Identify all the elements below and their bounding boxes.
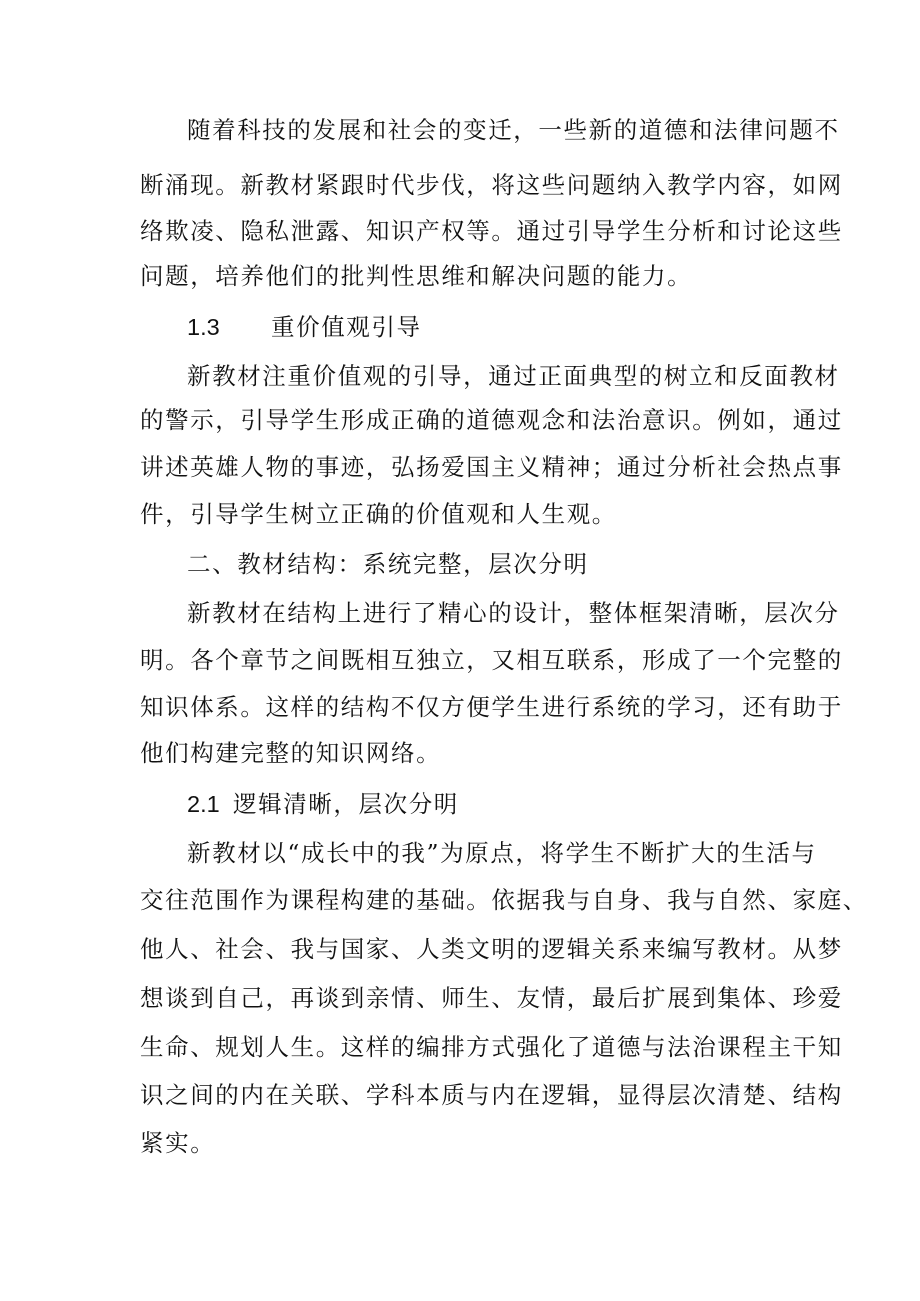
subsection-title: 重价值观引导 <box>271 313 422 341</box>
paragraph-line: 他人、社会、我与国家、人类文明的逻辑关系来编写教材。从梦 <box>140 935 843 963</box>
paragraph-line: 讲述英雄人物的事迹，弘扬爱国主义精神；通过分析社会热点事 <box>140 453 843 481</box>
paragraph-line: 新教材以“成长中的我”为原点，将学生不断扩大的生活与 <box>187 839 817 867</box>
paragraph-line: 识之间的内在关联、学科本质与内在逻辑，显得层次清楚、结构 <box>140 1081 843 1109</box>
paragraph-line: 的警示，引导学生形成正确的道德观念和法治意识。例如，通过 <box>140 406 843 434</box>
paragraph-line: 他们构建完整的知识网络。 <box>140 739 442 767</box>
subsection-title: 逻辑清晰，层次分明 <box>233 790 459 818</box>
paragraph-line: 问题，培养他们的批判性思维和解决问题的能力。 <box>140 262 693 290</box>
paragraph-line: 明。各个章节之间既相互独立，又相互联系，形成了一个完整的 <box>140 646 843 674</box>
paragraph-line: 断涌现。新教材紧跟时代步伐，将这些问题纳入教学内容，如网 <box>140 171 843 199</box>
subsection-number: 1.3 <box>187 314 220 340</box>
paragraph-line: 知识体系。这样的结构不仅方便学生进行系统的学习，还有助于 <box>140 693 843 721</box>
paragraph-line: 络欺凌、隐私泄露、知识产权等。通过引导学生分析和讨论这些 <box>140 217 843 245</box>
paragraph-line: 想谈到自己，再谈到亲情、师生、友情，最后扩展到集体、珍爱 <box>140 984 843 1012</box>
subsection-heading <box>187 312 790 342</box>
section-title: 二、教材结构：系统完整，层次分明 <box>187 550 589 578</box>
paragraph-line: 新教材注重价值观的引导，通过正面典型的树立和反面教材 <box>187 362 840 390</box>
subsection-heading <box>187 789 790 819</box>
paragraph-line: 紧实。 <box>140 1129 216 1157</box>
paragraph-line: 交往范围作为课程构建的基础。依据我与自身、我与自然、家庭、 <box>140 886 868 914</box>
paragraph-line: 随着科技的发展和社会的变迁，一些新的道德和法律问题不 <box>187 116 840 144</box>
paragraph-line: 新教材在结构上进行了精心的设计，整体框架清晰，层次分 <box>187 599 840 627</box>
paragraph-line: 件，引导学生树立正确的价值观和人生观。 <box>140 500 617 528</box>
paragraph-line: 生命、规划人生。这样的编排方式强化了道德与法治课程主干知 <box>140 1033 843 1061</box>
subsection-number: 2.1 <box>187 791 220 817</box>
